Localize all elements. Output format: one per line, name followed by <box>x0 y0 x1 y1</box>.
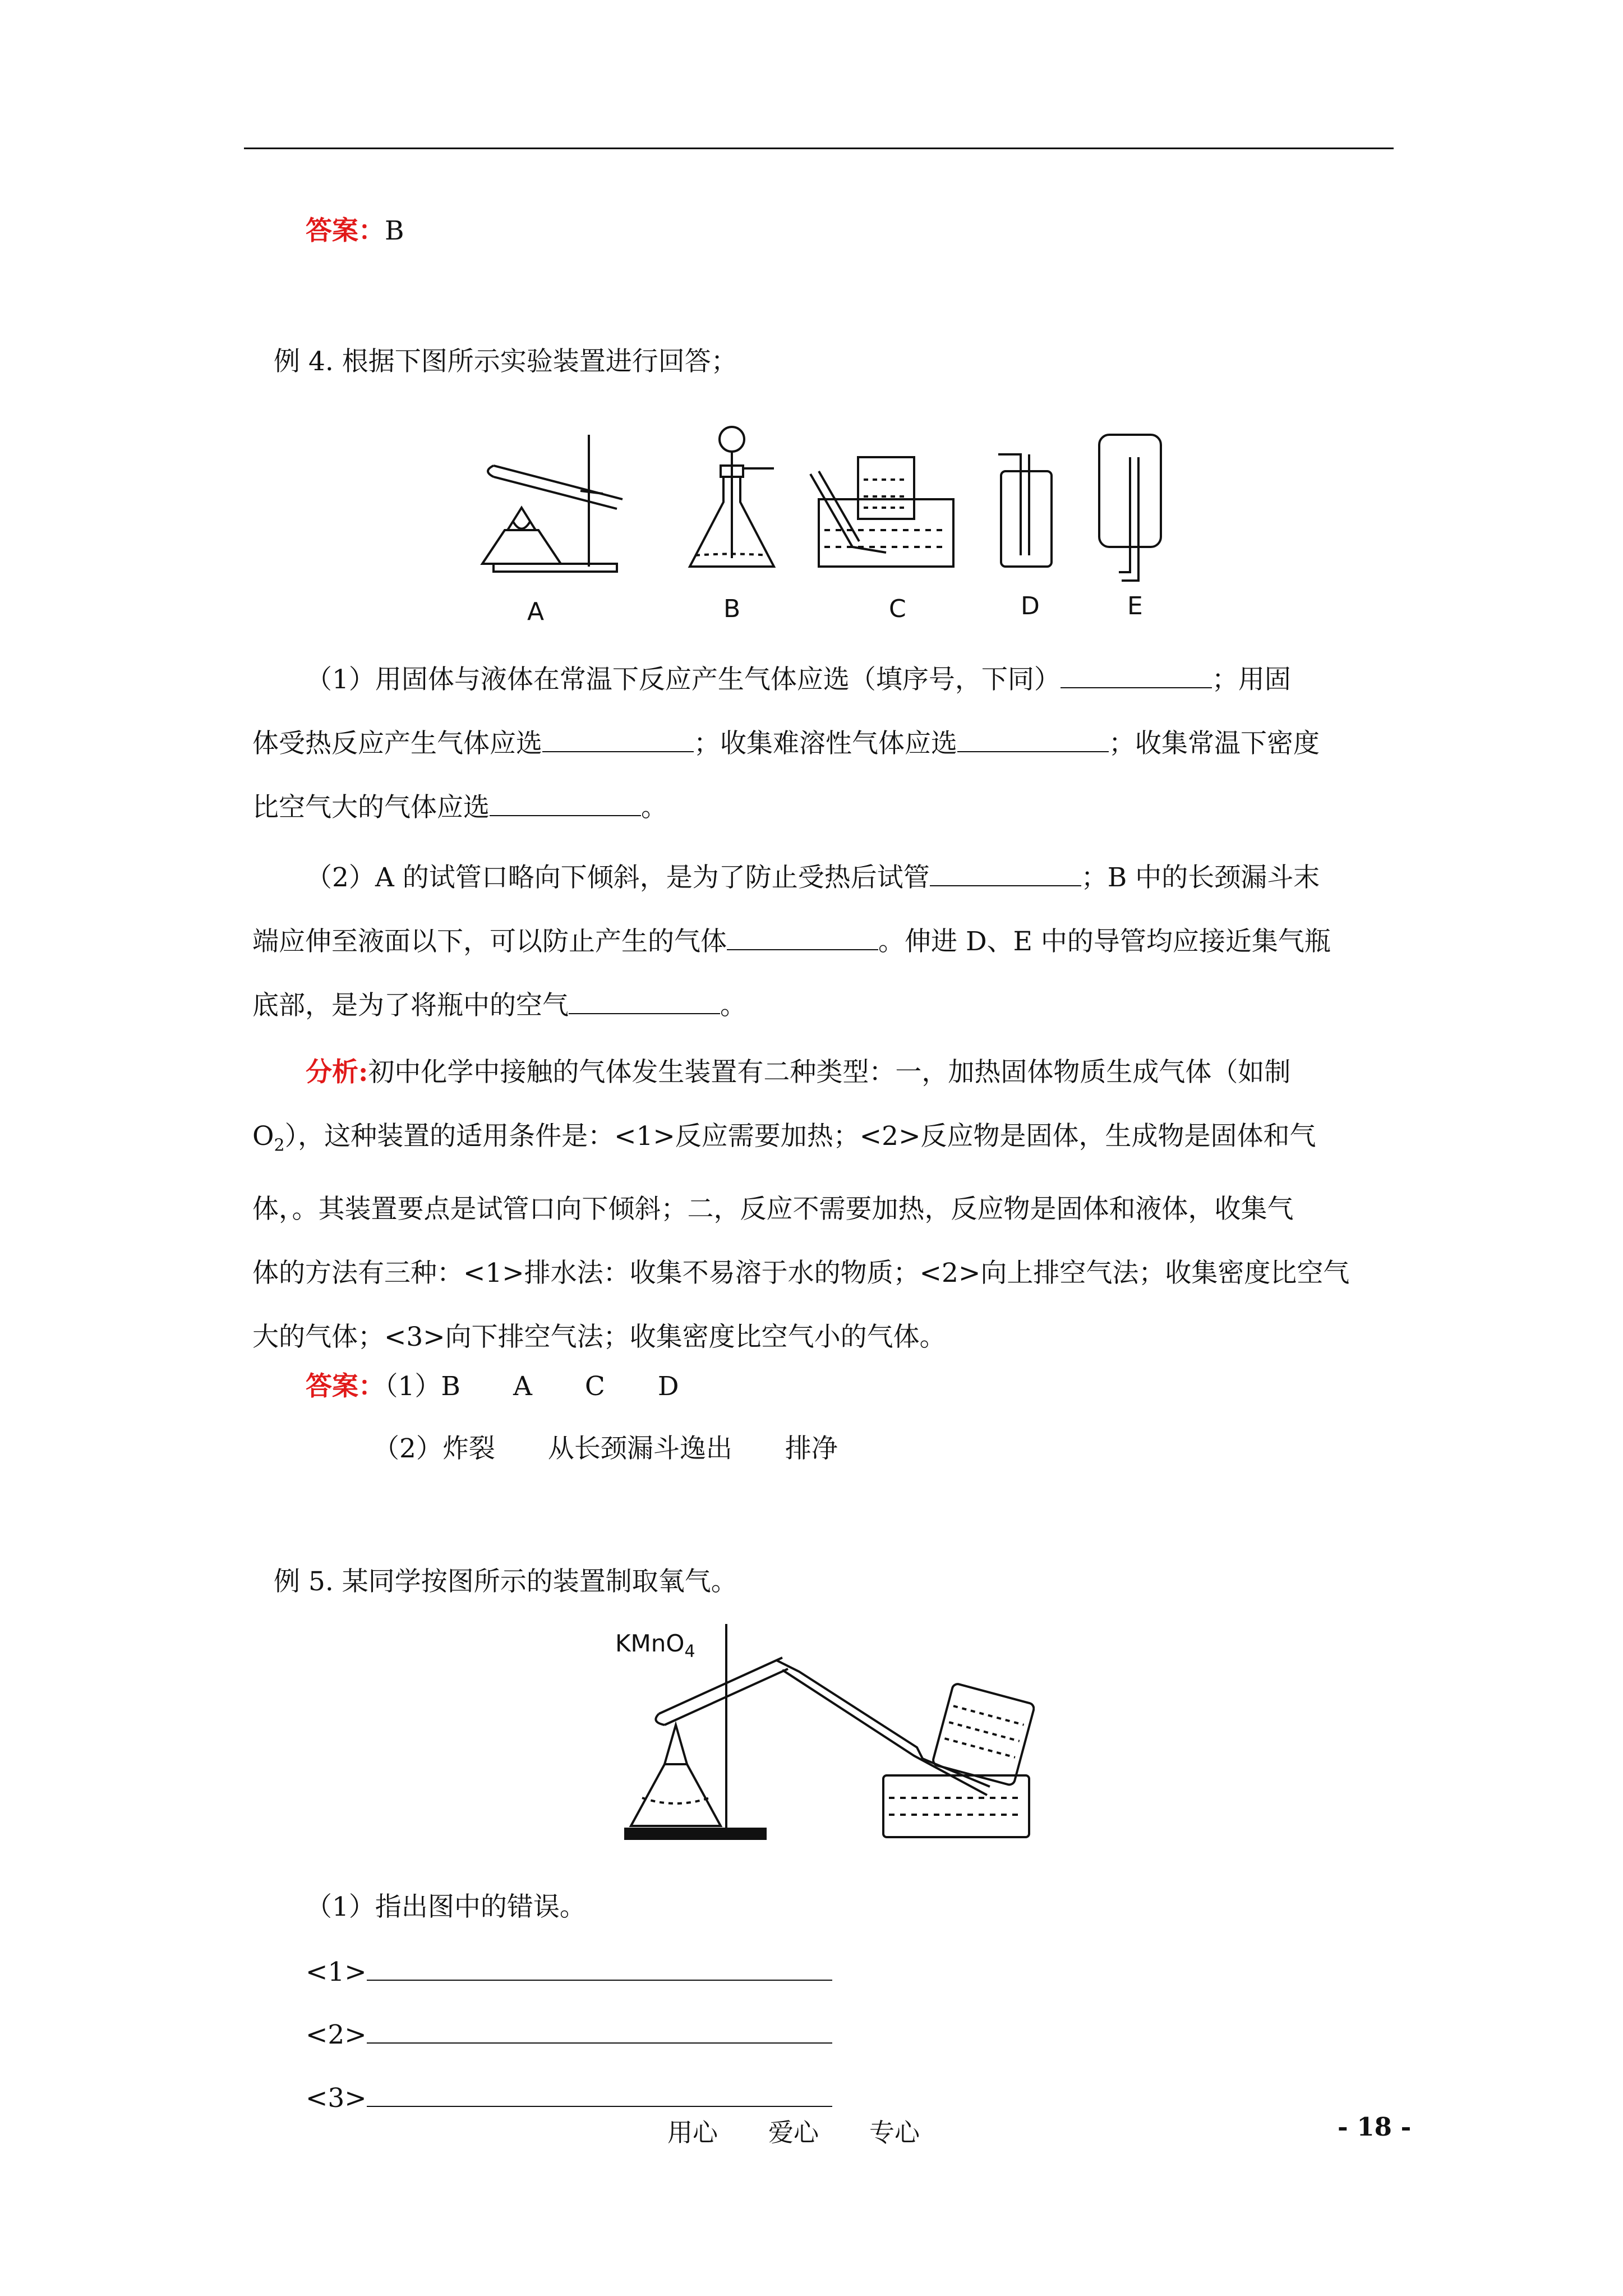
error-blank-3[interactable] <box>367 2081 832 2107</box>
stand-base <box>494 564 617 572</box>
kmno4-label: KMnO$_4$ <box>615 1630 695 1662</box>
label-a: A <box>527 597 545 626</box>
label-e: E <box>1127 592 1143 620</box>
label-b: B <box>723 595 741 623</box>
answer-line <box>306 214 404 248</box>
footer-motto: 用心 爱心 专心 <box>667 2118 920 2147</box>
page-number: - 18 - <box>1338 2112 1412 2142</box>
answer-value: B <box>385 215 404 246</box>
alcohol-lamp <box>631 1764 721 1826</box>
error-item-2: <2> <box>306 2018 832 2052</box>
answer4-line1: 答案：（1）B A C D <box>306 1371 679 1402</box>
error-item-1: <1> <box>306 1955 832 1989</box>
gas-bottle <box>932 1683 1035 1786</box>
label-d: D <box>1021 592 1040 620</box>
blank-5[interactable] <box>930 861 1081 886</box>
blank-4[interactable] <box>490 790 641 816</box>
blank-7[interactable] <box>569 988 720 1014</box>
answer-label: 答案： <box>306 215 385 246</box>
alcohol-lamp <box>482 530 561 564</box>
water-trough <box>819 499 953 567</box>
error-blank-2[interactable] <box>367 2018 832 2044</box>
delivery-tube <box>777 1660 990 1787</box>
example5-q1: （1）指出图中的错误。 <box>306 1892 586 1922</box>
blank-3[interactable] <box>957 726 1109 752</box>
delivery-tube-c <box>810 474 886 553</box>
apparatus-diagram <box>460 424 1189 642</box>
blank-1[interactable] <box>1061 662 1212 688</box>
example4-title: 例 4. 根据下图所示实验装置进行回答； <box>274 346 737 377</box>
inverted-cylinder <box>858 457 914 519</box>
blank-6[interactable] <box>727 924 878 950</box>
stand-base <box>625 1829 766 1839</box>
label-c: C <box>889 595 906 623</box>
example5-figure <box>608 1618 1035 1854</box>
error-blank-1[interactable] <box>367 1955 832 1981</box>
analysis-label: 分析: <box>306 1057 368 1088</box>
question2-paragraph: （2）A 的试管口略向下倾斜，是为了防止受热后试管 ；B 中的长颈漏斗末 端应伸至液面以下，可以防止产生的气体 。伸进 D、E 中的导管均应接近集气瓶 底部，是为了将瓶中的空气 。 <box>252 846 1391 1038</box>
example5-title: 例 5. 某同学按图所示的装置制取氧气。 <box>274 1566 737 1597</box>
example4-figure <box>460 424 1189 642</box>
blank-2[interactable] <box>542 726 694 752</box>
analysis-paragraph: 分析:初中化学中接触的气体发生装置有二种类型：一，加热固体物质生成气体（如制 $O_2$），这种装置的适用条件是：<1>反应需要加热；<2>反应物是固体，生成物是固体和气 体，。其装置要点是试管口向下倾斜；二，反应不需要加热，反应物是固体和液体，收集气 体的方法有三种：<1>排水法：收集不易溶于水的物质；<2>向上排空气法；收集密度比空气 大的气体；<3>向下排空气法；收集密度比空气小的气体。 <box>252 1057 1350 1353</box>
header-rule <box>244 148 1394 149</box>
answer4-label: 答案： <box>306 1371 385 1402</box>
answer4-line2: （2）炸裂 从长颈漏斗逸出 排净 <box>373 1433 838 1464</box>
error-item-3: <3> <box>306 2081 832 2115</box>
funnel-top <box>720 427 744 452</box>
question1-paragraph: （1）用固体与液体在常温下反应产生气体应选（填序号，下同） ；用固 体受热反应产生气体应选 ；收集难溶性气体应选 ；收集常温下密度 比空气大的气体应选 。 <box>252 648 1391 840</box>
test-tube <box>659 1658 788 1725</box>
gas-jar-d <box>1001 471 1052 567</box>
